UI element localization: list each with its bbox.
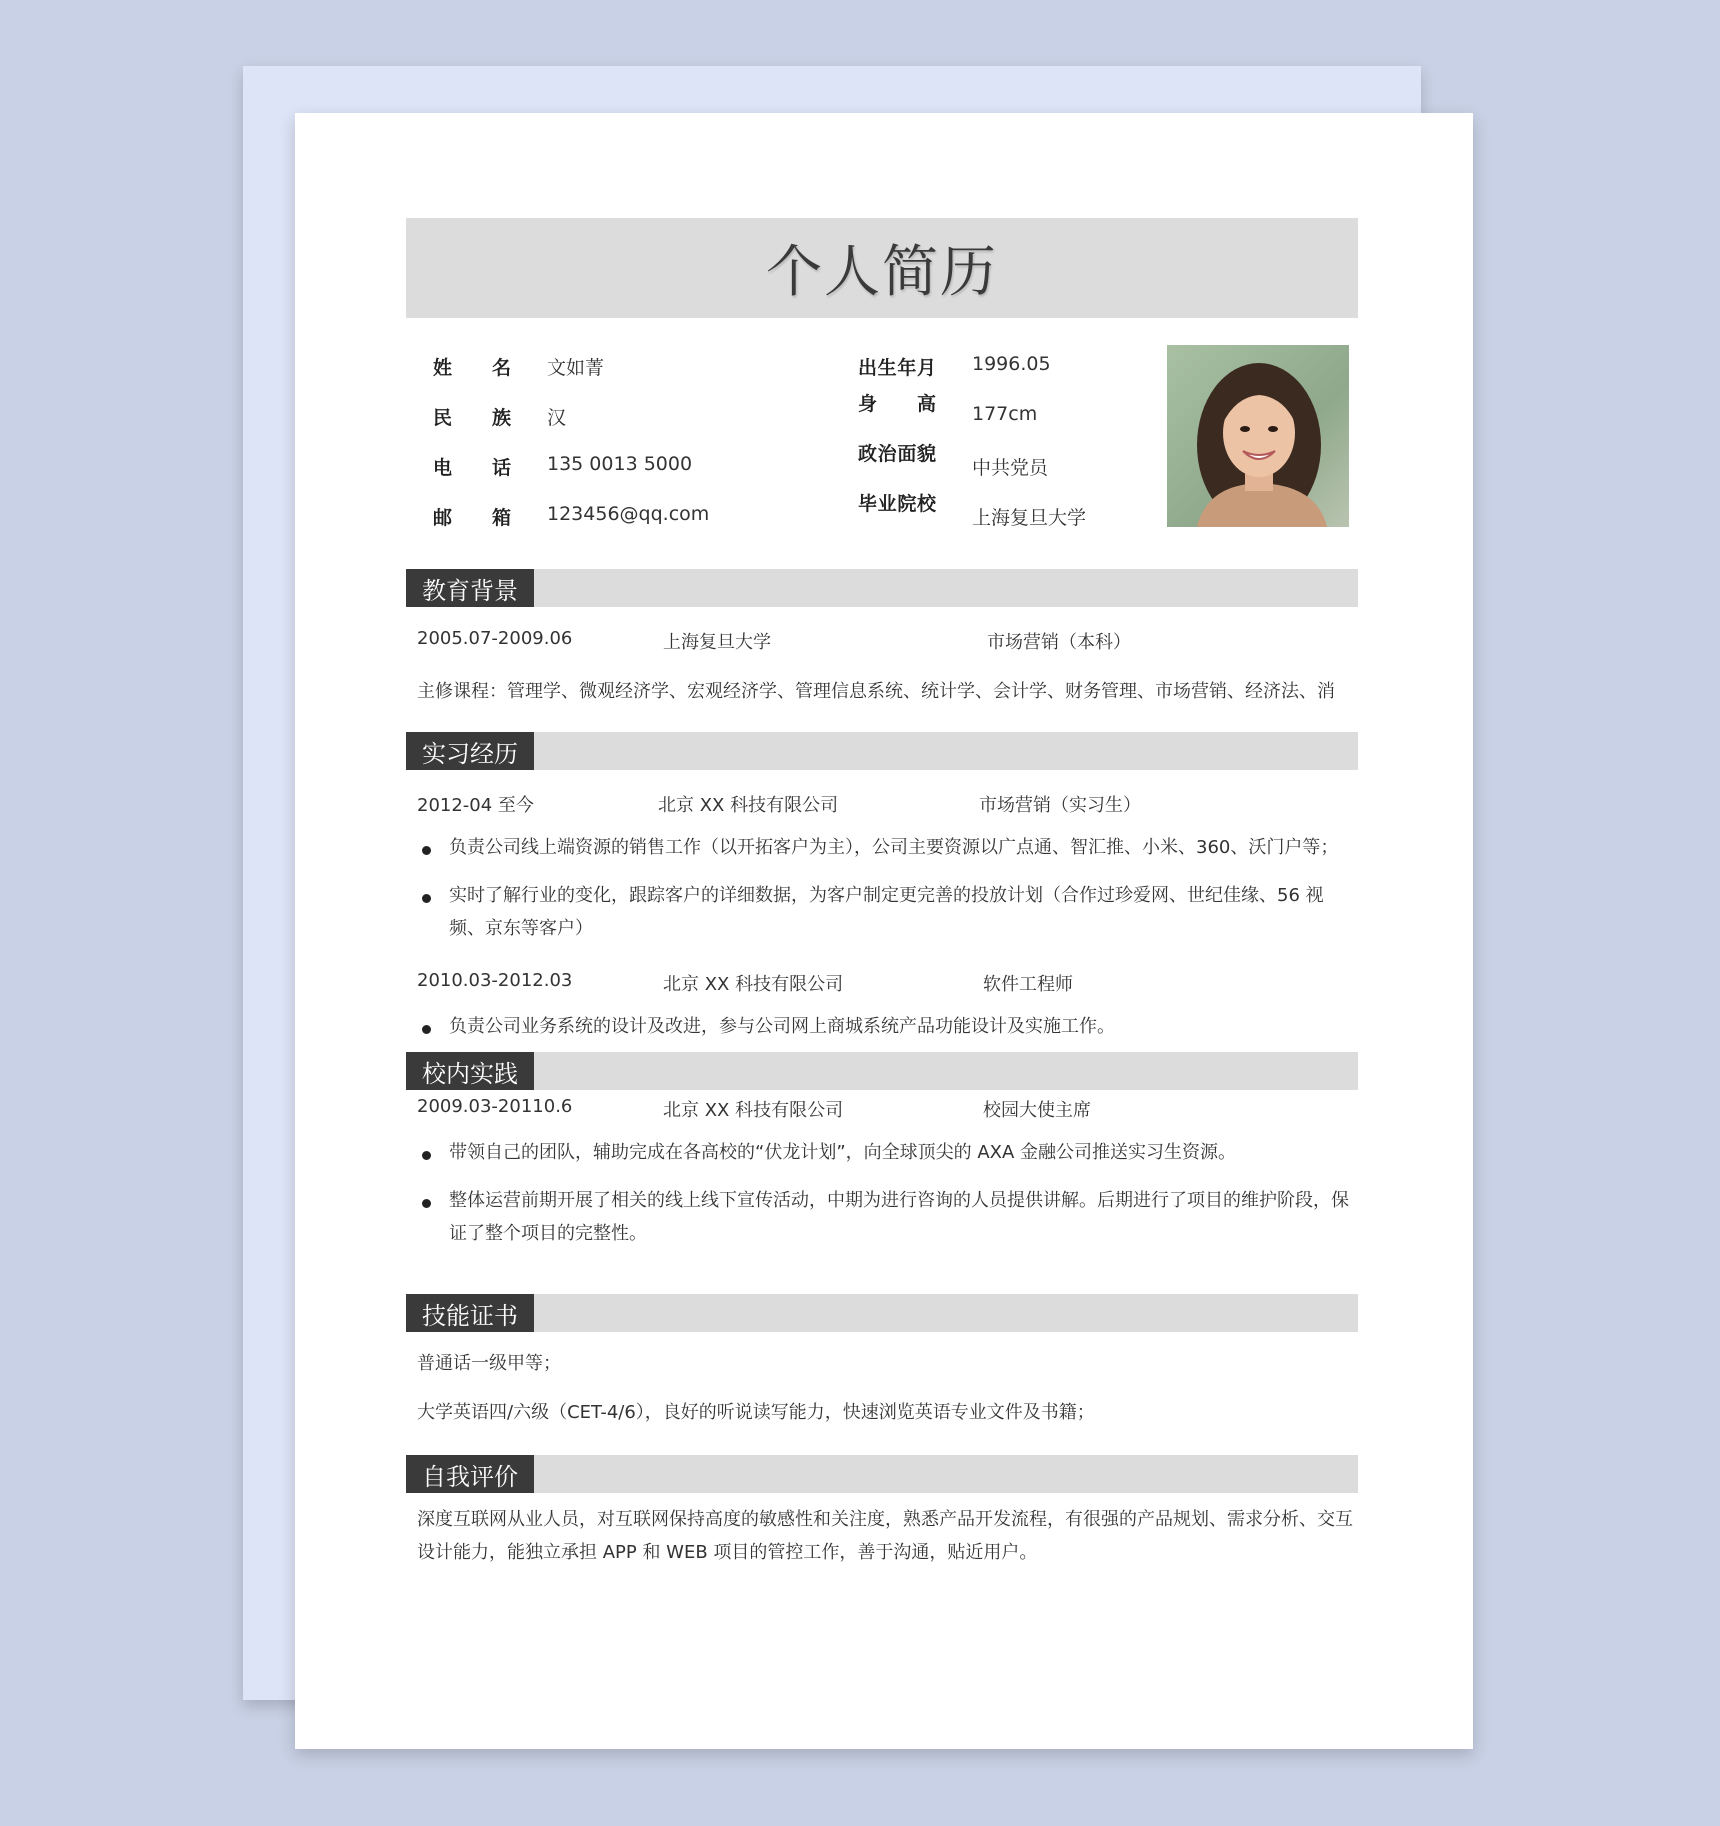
section-campus xyxy=(406,1052,1358,1090)
info-value: 文如菁 xyxy=(547,357,605,379)
info-value: 135 0013 5000 xyxy=(547,453,693,475)
section-internship xyxy=(406,732,1358,770)
job-company: 北京 XX 科技有限公司 xyxy=(658,795,839,816)
skill-item: 大学英语四/六级（CET-4/6），良好的听说读写能力，快速浏览英语专业文件及书籍； xyxy=(417,1402,1095,1423)
bullet-dot xyxy=(422,1151,431,1160)
self-text: 深度互联网从业人员，对互联网保持高度的敏感性和关注度，熟悉产品开发流程，有很强的产品规划、需求分析、交互设计能力，能独立承担 APP 和 WEB 项目的管控工作，善于沟通，贴近用户。 xyxy=(417,1509,1353,1563)
section-heading: 教育背景 xyxy=(406,569,534,607)
edu-major: 市场营销（本科） xyxy=(987,632,1131,653)
info-row-political xyxy=(858,439,1049,479)
job-bullet: 负责公司业务系统的设计及改进，参与公司网上商城系统产品功能设计及实施工作。 xyxy=(449,1016,1115,1037)
portrait-image xyxy=(1167,345,1349,527)
job-role: 软件工程师 xyxy=(983,974,1073,995)
info-label: 毕业院校 xyxy=(858,493,936,515)
info-label: 姓名 xyxy=(433,357,511,379)
bullet-dot xyxy=(422,1025,431,1034)
info-label: 民族 xyxy=(433,407,511,429)
title-bar xyxy=(406,218,1358,318)
info-value: 汉 xyxy=(547,407,567,429)
job-company: 北京 XX 科技有限公司 xyxy=(663,974,844,995)
info-label: 出生年月 xyxy=(858,357,936,379)
info-value: 中共党员 xyxy=(972,457,1049,479)
job-date: 2010.03-2012.03 xyxy=(417,970,573,991)
info-label: 电话 xyxy=(433,457,511,479)
bullet-dot xyxy=(422,1199,431,1208)
info-row-name xyxy=(433,353,605,380)
campus-role: 校园大使主席 xyxy=(983,1100,1091,1121)
profile-photo xyxy=(1167,345,1349,527)
skill-item: 普通话一级甲等； xyxy=(417,1353,561,1374)
info-value: 上海复旦大学 xyxy=(972,507,1087,529)
section-heading: 实习经历 xyxy=(406,732,534,770)
job-role: 市场营销（实习生） xyxy=(979,795,1141,816)
section-self xyxy=(406,1455,1358,1493)
info-row-height xyxy=(858,389,1038,425)
page-title: 个人简历 xyxy=(766,240,998,305)
info-left xyxy=(433,353,833,553)
edu-courses: 主修课程：管理学、微观经济学、宏观经济学、管理信息系统、统计学、会计学、财务管理、市场营销、经济法、消 xyxy=(417,681,1335,702)
info-row-school xyxy=(858,489,1087,529)
info-row-ethnicity xyxy=(433,403,567,430)
info-value: 177cm xyxy=(972,403,1038,425)
resume-sheet xyxy=(295,113,1473,1749)
campus-bullet: 带领自己的团队，辅助完成在各高校的“伏龙计划”，向全球顶尖的 AXA 金融公司推送实习生资源。 xyxy=(449,1142,1237,1163)
section-skills xyxy=(406,1294,1358,1332)
info-row-birth xyxy=(858,353,1051,380)
campus-bullet: 整体运营前期开展了相关的线上线下宣传活动，中期为进行咨询的人员提供讲解。后期进行了项目的维护阶段，保证了整个项目的完整性。 xyxy=(449,1190,1349,1244)
section-heading: 技能证书 xyxy=(406,1294,534,1332)
info-row-phone xyxy=(433,453,693,480)
job-bullet: 负责公司线上端资源的销售工作（以开拓客户为主），公司主要资源以广点通、智汇推、小米、360、沃门户等； xyxy=(449,837,1339,858)
bullet-dot xyxy=(422,846,431,855)
info-value: 1996.05 xyxy=(972,353,1051,375)
job-date: 2012-04 至今 xyxy=(417,795,534,816)
info-value: 123456@qq.com xyxy=(547,503,710,525)
section-heading: 校内实践 xyxy=(406,1052,534,1090)
info-label: 政治面貌 xyxy=(858,443,936,465)
campus-date: 2009.03-20110.6 xyxy=(417,1096,573,1117)
edu-date: 2005.07-2009.06 xyxy=(417,628,573,649)
edu-school: 上海复旦大学 xyxy=(663,632,771,653)
job-bullet: 实时了解行业的变化，跟踪客户的详细数据，为客户制定更完善的投放计划（合作过珍爱网、世纪佳缘、56 视频、京东等客户） xyxy=(449,885,1324,939)
info-right xyxy=(858,353,1158,553)
info-label: 邮箱 xyxy=(433,507,511,529)
info-label: 身高 xyxy=(858,393,936,415)
section-education xyxy=(406,569,1358,607)
section-heading: 自我评价 xyxy=(406,1455,534,1493)
info-row-email xyxy=(433,503,710,530)
bullet-dot xyxy=(422,894,431,903)
campus-company: 北京 XX 科技有限公司 xyxy=(663,1100,844,1121)
